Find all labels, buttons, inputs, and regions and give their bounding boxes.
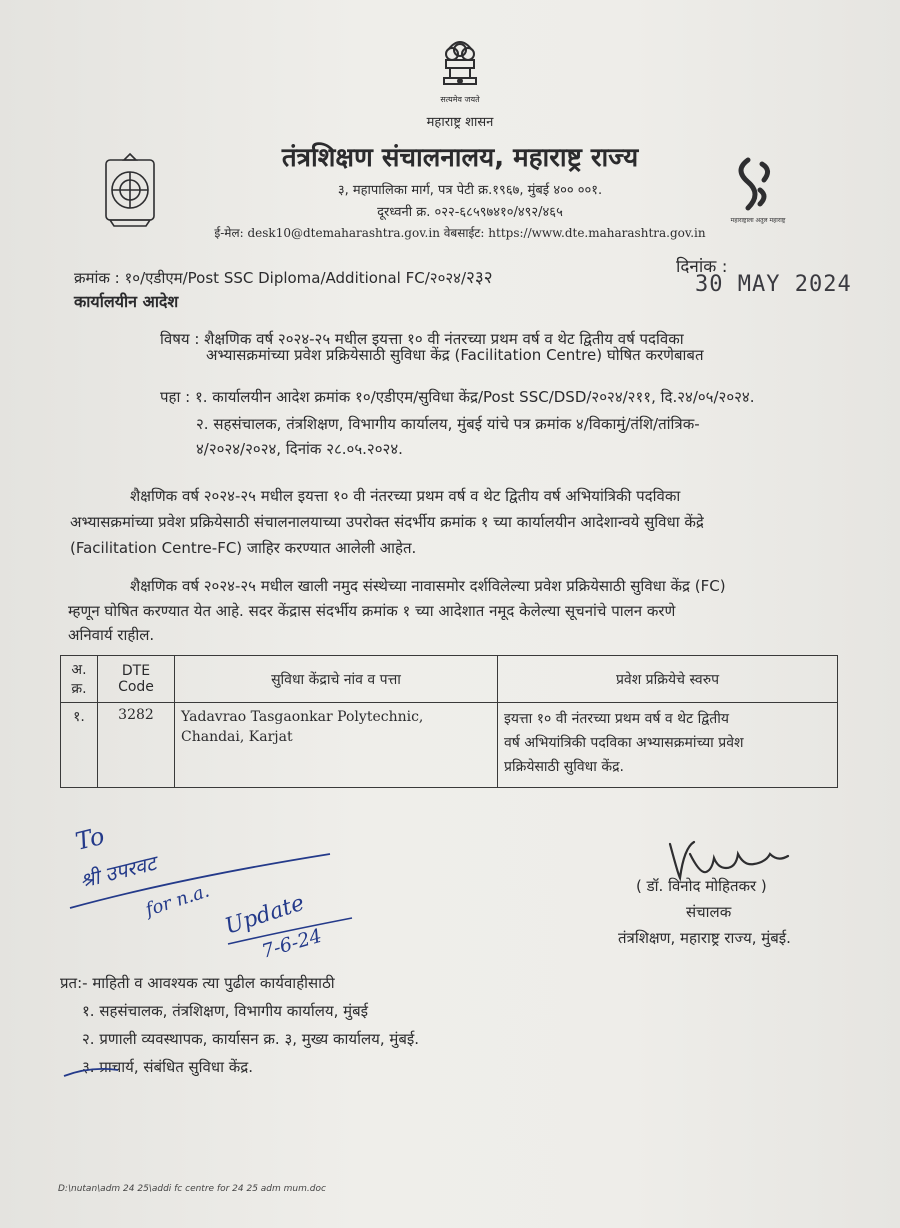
copy-to-heading: प्रत:- माहिती व आवश्यक त्या पुढील कार्यवाहीसाठी bbox=[60, 974, 335, 992]
contact-line: ई-मेल: desk10@dtemaharashtra.gov.in वेबसाईट: https://www.dte.maharashtra.gov.in bbox=[214, 226, 706, 240]
facilitation-centre-table bbox=[60, 655, 838, 788]
header-sr-line-1: अ. bbox=[71, 662, 87, 678]
cell-dte-code: 3282 bbox=[98, 703, 175, 788]
body-paragraph-1-line-3: (Facilitation Centre-FC) जाहिर करण्यात आलेली आहेत. bbox=[70, 539, 417, 557]
handwritten-note-line-2: श्री उपरवट bbox=[77, 850, 159, 893]
reference-line-1: पहा : १. कार्यालयीन आदेश क्रमांक १०/एडीएम/सुविधा केंद्र/Post SSC/DSD/२०२४/२११, दि.२४/०५/२०२४. bbox=[160, 388, 755, 406]
body-paragraph-2-line-1: शैक्षणिक वर्ष २०२४-२५ मधील खाली नमुद संस्थेच्या नावासमोर दर्शविलेल्या प्रवेश प्रक्रियेसाठी सुविधा केंद्र (FC) bbox=[130, 577, 726, 595]
process-line-1: इयत्ता १० वी नंतरच्या प्रथम वर्ष व थेट द्वितीय bbox=[504, 711, 729, 727]
cell-sr: १. bbox=[61, 703, 98, 788]
date-stamp: 30 MAY 2024 bbox=[695, 272, 852, 297]
copy-to-item: १. सहसंचालक, तंत्रशिक्षण, विभागीय कार्यालय, मुंबई bbox=[82, 1002, 369, 1020]
process-line-2: वर्ष अभियांत्रिकी पदविका अभ्यासक्रमांच्या प्रवेश bbox=[504, 735, 744, 751]
reference-line-2: २. सहसंचालक, तंत्रशिक्षण, विभागीय कार्यालय, मुंबई यांचे पत्र क्रमांक ४/विकामुं/तंशि/तांत्रिक- bbox=[196, 415, 700, 433]
process-line-3: प्रक्रियेसाठी सुविधा केंद्र. bbox=[504, 759, 624, 775]
signatory-designation: संचालक bbox=[686, 903, 732, 921]
copy-to-item: २. प्रणाली व्यवस्थापक, कार्यासन क्र. ३, मुख्य कार्यालय, मुंबई. bbox=[82, 1030, 420, 1048]
handwritten-note-line-3: for n.a. bbox=[143, 880, 212, 921]
reference-number bbox=[74, 265, 493, 288]
reference-number-handwritten: २३२ bbox=[466, 268, 493, 288]
cell-centre-name bbox=[175, 703, 498, 788]
subject-line-2: अभ्यासक्रमांच्या प्रवेश प्रक्रियेसाठी सुविधा केंद्र (Facilitation Centre) घोषित करणेबाबत bbox=[206, 346, 704, 364]
centre-name-line-2: Chandai, Karjat bbox=[181, 729, 293, 745]
phone-line: दूरध्वनी क्र. ०२२-६८५९७४१०/४९२/४६५ bbox=[377, 205, 563, 220]
state-government-label: महाराष्ट्र शासन bbox=[426, 115, 494, 130]
reference-line-3: ४/२०२४/२०२४, दिनांक २८.०५.२०२४. bbox=[196, 440, 403, 458]
header-code-line-1: DTE bbox=[121, 663, 151, 679]
national-emblem-icon bbox=[430, 30, 490, 110]
body-paragraph-2-line-3: अनिवार्य राहील. bbox=[68, 626, 155, 644]
centre-name-line-1: Yadavrao Tasgaonkar Polytechnic, bbox=[181, 709, 424, 725]
table-header-row bbox=[61, 656, 838, 703]
header-sr-line-2: क्र. bbox=[71, 681, 87, 697]
maharashtra-logo-icon bbox=[718, 150, 798, 225]
header-code-line-2: Code bbox=[118, 679, 154, 695]
handwritten-note bbox=[60, 820, 370, 970]
cell-process-type bbox=[498, 703, 838, 788]
date-label: दिनांक : bbox=[676, 257, 728, 277]
header-dte-code bbox=[98, 656, 175, 703]
subject-line-1: विषय : शैक्षणिक वर्ष २०२४-२५ मधील इयत्ता १० वी नंतरच्या प्रथम वर्ष व थेट द्वितीय वर्ष पदविका bbox=[160, 330, 684, 348]
body-paragraph-2-line-2: म्हणून घोषित करण्यात येत आहे. सदर केंद्रास संदर्भीय क्रमांक १ च्या आदेशात नमूद केलेल्या सूचनांचे पालन करणे bbox=[68, 602, 676, 620]
dte-logo-icon bbox=[102, 152, 158, 228]
directorate-title: तंत्रशिक्षण संचालनालय, महाराष्ट्र राज्य bbox=[281, 143, 639, 173]
body-paragraph-1-line-1: शैक्षणिक वर्ष २०२४-२५ मधील इयत्ता १० वी नंतरच्या प्रथम वर्ष व थेट द्वितीय वर्ष अभियांत्रिकी पदविका bbox=[130, 487, 681, 505]
handwritten-note-line-1: To bbox=[72, 821, 108, 856]
address-line: ३, महापालिका मार्ग, पत्र पेटी क्र.१९६७, मुंबई ४०० ००१. bbox=[337, 183, 603, 198]
handwritten-note-line-4: Update bbox=[222, 890, 308, 940]
right-logo-caption: महाराष्ट्राला अतुल महाराष्ट्र bbox=[730, 217, 786, 224]
signatory-name: ( डॉ. विनोद मोहितकर ) bbox=[636, 877, 767, 895]
order-type-heading: कार्यालयीन आदेश bbox=[74, 292, 179, 311]
header-sr-no bbox=[61, 656, 98, 703]
table-row bbox=[61, 703, 838, 788]
file-path-footer: D:\nutan\adm 24 25\addi fc centre for 24 25 adm mum.doc bbox=[58, 1184, 326, 1194]
emblem-motto: सत्यमेव जयते bbox=[440, 95, 480, 104]
reference-number-text: क्रमांक : १०/एडीएम/Post SSC Diploma/Additional FC/२०२४/ bbox=[74, 269, 467, 287]
copy-to-item: ३. प्राचार्य, संबंधित सुविधा केंद्र. bbox=[82, 1058, 254, 1076]
header-process-type: प्रवेश प्रक्रियेचे स्वरुप bbox=[498, 656, 838, 703]
signatory-department: तंत्रशिक्षण, महाराष्ट्र राज्य, मुंबई. bbox=[618, 929, 791, 947]
header-centre-name: सुविधा केंद्राचे नांव व पत्ता bbox=[175, 656, 498, 703]
pen-mark bbox=[60, 1062, 120, 1082]
handwritten-note-line-5: 7-6-24 bbox=[259, 924, 325, 963]
body-paragraph-1-line-2: अभ्यासक्रमांच्या प्रवेश प्रक्रियेसाठी संचालनालयाच्या उपरोक्त संदर्भीय क्रमांक १ च्या कार्यालयीन आदेशान्वये सुविधा केंद्रे bbox=[70, 513, 704, 531]
